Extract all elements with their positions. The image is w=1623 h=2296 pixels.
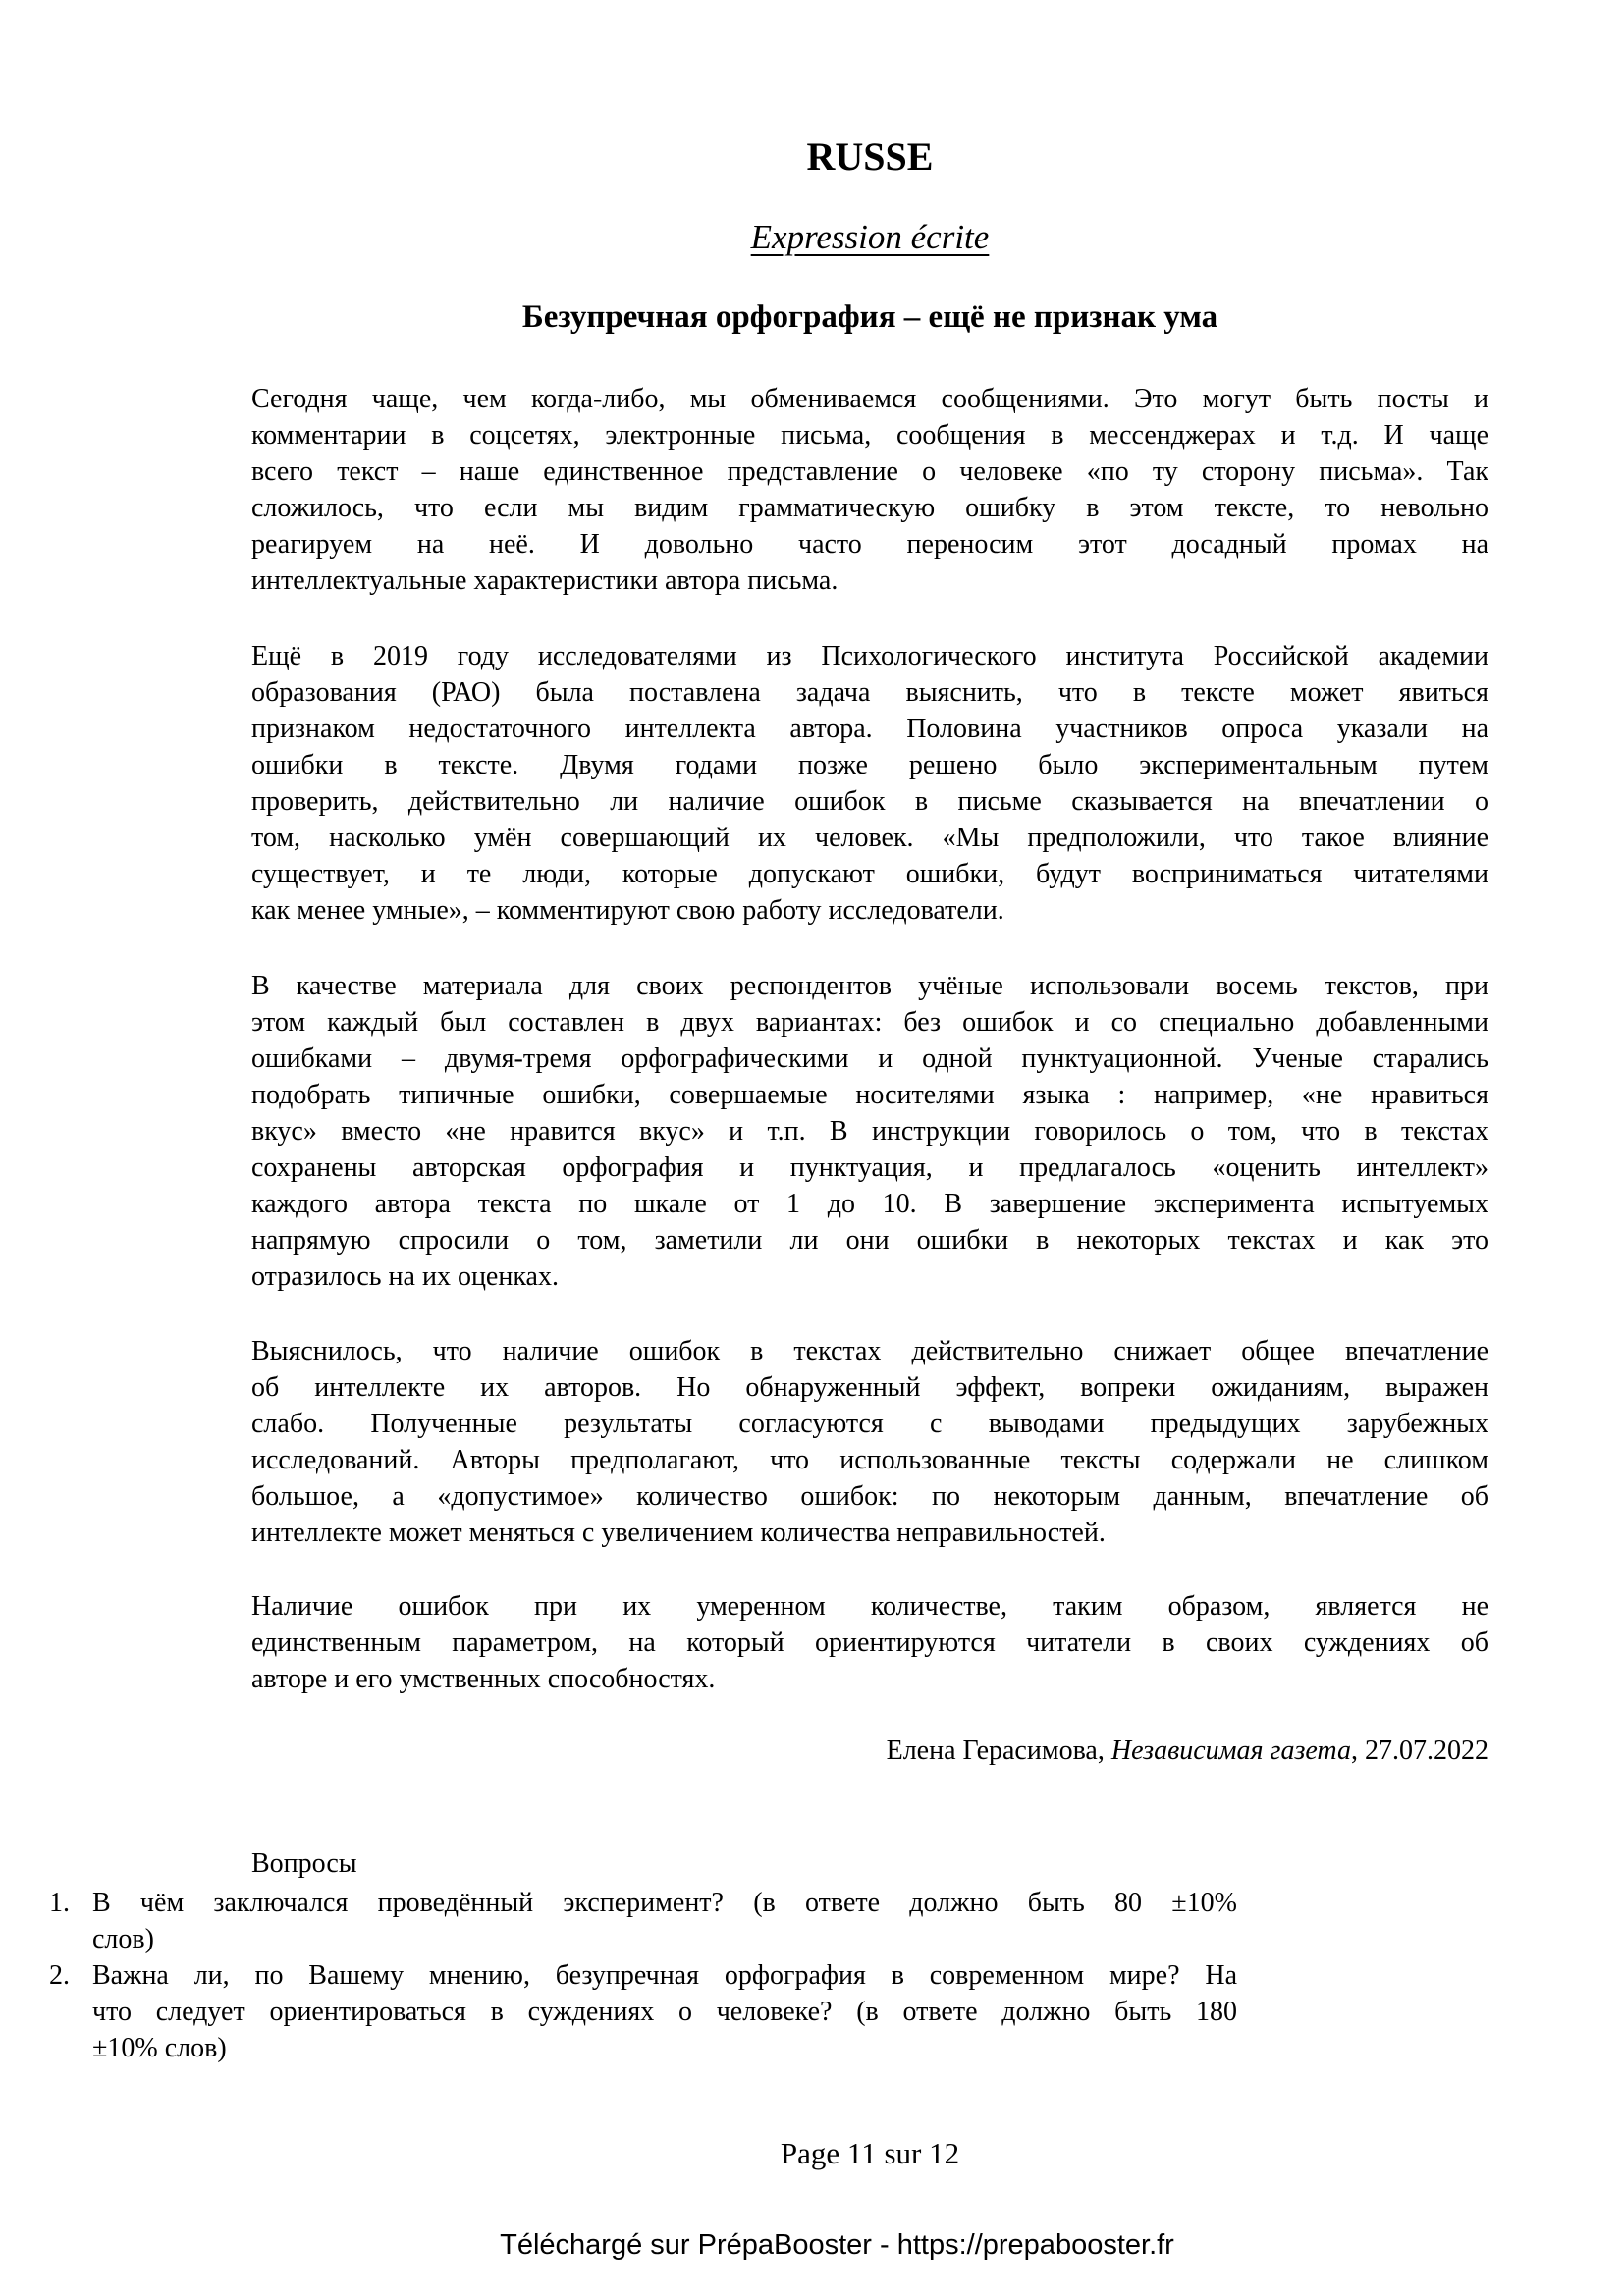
text-line: авторе и его умственных способностях.	[251, 1664, 716, 1694]
text-line: как менее умные», – комментируют свою работу исследователи.	[251, 895, 1004, 926]
question-item-1	[0, 1885, 1237, 1957]
download-watermark: Téléchargé sur PrépaBooster - https://prepabooster.fr	[500, 2229, 1174, 2261]
byline-date: , 27.07.2022	[1351, 1735, 1488, 1766]
text-line: Ещё в 2019 году исследователями из Психологического института Российской академии	[251, 641, 1488, 671]
text-line: В чём заключался проведённый эксперимент? (в ответе должно быть 80 ±10%	[92, 1888, 1237, 1918]
text-line: слов)	[92, 1924, 154, 1954]
text-line: слабо. Полученные результаты согласуются с выводами предыдущих зарубежных	[251, 1409, 1488, 1439]
text-line: Важна ли, по Вашему мнению, безупречная орфография в современном мире? На	[92, 1960, 1237, 1991]
text-line: вкус» вместо «не нравится вкус» и т.п. В инструкции говорилось о том, что в текстах	[251, 1116, 1488, 1147]
document-subtitle	[251, 217, 1488, 258]
text-line: Выяснилось, что наличие ошибок в текстах действительно снижает общее впечатление	[251, 1336, 1488, 1366]
text-line: проверить, действительно ли наличие ошибок в письме сказывается на впечатлении о	[251, 786, 1488, 817]
question-number-2: 2.	[49, 1960, 70, 1991]
text-line: Сегодня чаще, чем когда-либо, мы обмениваемся сообщениями. Это могут быть посты и	[251, 384, 1488, 414]
text-line: отразилось на их оценках.	[251, 1261, 559, 1292]
text-line: интеллекте может меняться с увеличением количества неправильностей.	[251, 1518, 1106, 1548]
question-text-2	[92, 1957, 1237, 2066]
text-line: ошибками – двумя-тремя орфографическими и одной пунктуационной. Ученые старались	[251, 1043, 1488, 1074]
text-line: ±10% слов)	[92, 2033, 227, 2063]
document-title: RUSSE	[806, 134, 934, 179]
text-line: признаком недостаточного интеллекта автора. Половина участников опроса указали на	[251, 714, 1488, 744]
text-line: исследований. Авторы предполагают, что использованные тексты содержали не слишком	[251, 1445, 1488, 1475]
text-line: том, насколько умён совершающий их человек. «Мы предположили, что такое влияние	[251, 823, 1488, 853]
question-item-2	[0, 1957, 1237, 2066]
byline-source: Независимая газета	[1110, 1735, 1351, 1766]
byline-author: Елена Герасимова,	[886, 1735, 1111, 1766]
text-line: интеллектуальные характеристики автора письма.	[251, 565, 839, 596]
article-byline	[251, 1733, 1488, 1769]
document-subtitle-text: Expression écrite	[750, 218, 990, 256]
text-line: Наличие ошибок при их умеренном количестве, таким образом, является не	[251, 1591, 1488, 1622]
text-line: единственным параметром, на который ориентируются читатели в своих суждениях об	[251, 1628, 1488, 1658]
text-line: большое, а «допустимое» количество ошибок: по некоторым данным, впечатление об	[251, 1481, 1488, 1512]
text-line: всего текст – наше единственное представление о человеке «по ту сторону письма». Так	[251, 456, 1488, 487]
question-number-1: 1.	[49, 1888, 70, 1918]
text-line: сохранены авторская орфография и пунктуация, и предлагалось «оценить интеллект»	[251, 1152, 1488, 1183]
article-paragraph-3	[251, 968, 1488, 1295]
text-line: подобрать типичные ошибки, совершаемые носителями языка : например, «не нравиться	[251, 1080, 1488, 1110]
text-line: В качестве материала для своих респондентов учёные использовали восемь текстов, при	[251, 971, 1488, 1001]
text-line: реагируем на неё. И довольно часто переносим этот досадный промах на	[251, 529, 1488, 560]
page-indicator: Page 11 sur 12	[780, 2136, 960, 2170]
question-text-1	[92, 1885, 1237, 1957]
text-line: ошибки в тексте. Двумя годами позже решено было экспериментальным путем	[251, 750, 1488, 780]
text-line: об интеллекте их авторов. Но обнаруженный эффект, вопреки ожиданиям, выражен	[251, 1372, 1488, 1403]
text-line: что следует ориентироваться в суждениях о человеке? (в ответе должно быть 180	[92, 1997, 1237, 2027]
questions-label: Вопросы	[251, 1848, 357, 1879]
text-line: сложилось, что если мы видим грамматическую ошибку в этом тексте, то невольно	[251, 493, 1488, 523]
article-heading: Безупречная орфография – ещё не признак ума	[521, 299, 1218, 335]
article-paragraph-5	[251, 1588, 1488, 1697]
article-paragraph-1	[251, 381, 1488, 599]
text-line: каждого автора текста по шкале от 1 до 10. В завершение эксперимента испытуемых	[251, 1189, 1488, 1219]
article-paragraph-4	[251, 1333, 1488, 1551]
text-line: комментарии в соцсетях, электронные письма, сообщения в мессенджерах и т.д. И чаще	[251, 420, 1488, 451]
text-line: напрямую спросили о том, заметили ли они ошибки в некоторых текстах и как это	[251, 1225, 1488, 1255]
text-line: образования (РАО) была поставлена задача выяснить, что в тексте может явиться	[251, 677, 1488, 708]
text-line: существует, и те люди, которые допускают ошибки, будут восприниматься читателями	[251, 859, 1488, 889]
article-paragraph-2	[251, 638, 1488, 929]
text-line: этом каждый был составлен в двух вариантах: без ошибок и со специально добавленными	[251, 1007, 1488, 1038]
